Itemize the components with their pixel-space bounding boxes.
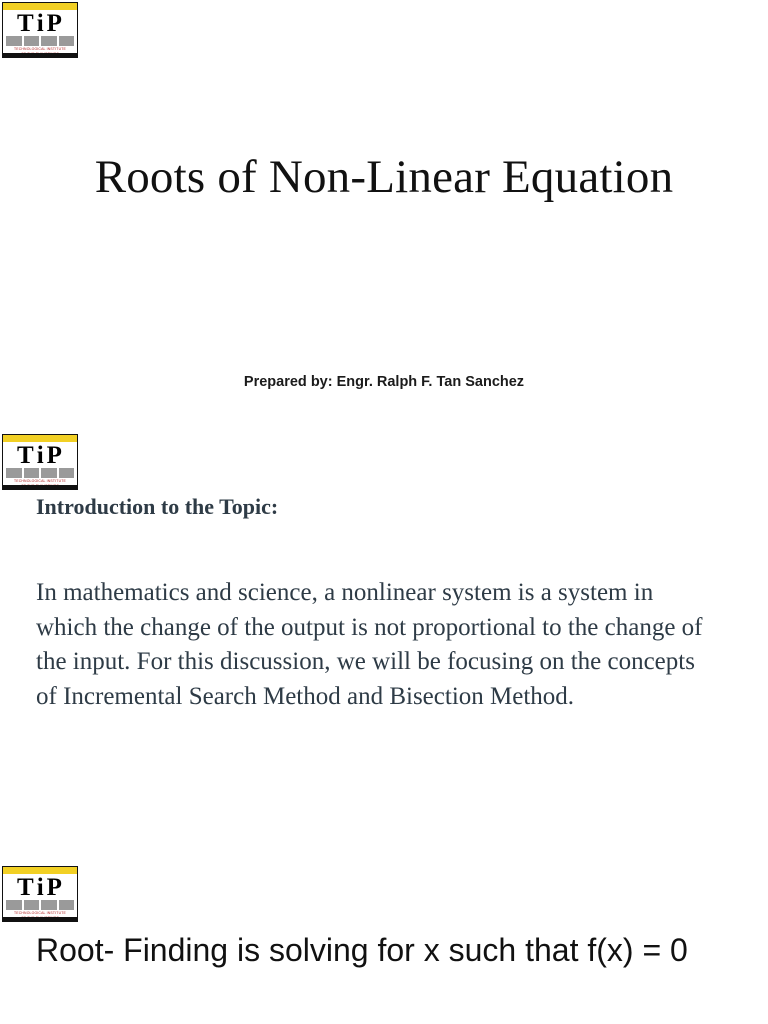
logo-letters [3, 10, 77, 36]
logo-letters [3, 874, 77, 900]
body-paragraph: In mathematics and science, a nonlinear system is a system in which the change of the output is not proportional to the change of the input. For this discussion, we will be focusing on the concepts of Incremental Search Method and Bisection Method. [36, 579, 703, 710]
logo-letter-p: P [46, 441, 63, 469]
logo-letter-p: P [46, 873, 63, 901]
big-statement: Root- Finding is solving for x such that f(x) = 0 [36, 932, 688, 968]
slide-subtitle: Prepared by: Engr. Ralph F. Tan Sanchez [243, 374, 525, 390]
logo-caption-line1: TECHNOLOGICAL INSTITUTE [3, 910, 77, 915]
logo-bottom-bar [3, 485, 77, 489]
tip-logo-icon [2, 866, 78, 922]
logo-letter-i: i [36, 9, 45, 37]
logo-blocks [3, 36, 77, 46]
logo-top-bar [3, 3, 77, 10]
logo-caption-line1: TECHNOLOGICAL INSTITUTE [3, 478, 77, 483]
section-heading: Introduction to the Topic: [36, 494, 279, 519]
logo-letter-i: i [36, 441, 45, 469]
logo-bottom-bar [3, 53, 77, 57]
logo-letter-i: i [36, 873, 45, 901]
logo-letter-p: P [46, 9, 63, 37]
logo-top-bar [3, 435, 77, 442]
tip-logo-icon [2, 2, 78, 58]
logo-letter-t: T [17, 873, 35, 901]
logo-bottom-bar [3, 917, 77, 921]
logo-letter-t: T [17, 9, 35, 37]
logo-blocks [3, 900, 77, 910]
logo-letter-t: T [17, 441, 35, 469]
slide-title: Roots of Non-Linear Equation [94, 151, 674, 203]
logo-caption-line1: TECHNOLOGICAL INSTITUTE [3, 46, 77, 51]
logo-letters [3, 442, 77, 468]
logo-blocks [3, 468, 77, 478]
tip-logo-icon [2, 434, 78, 490]
logo-top-bar [3, 867, 77, 874]
